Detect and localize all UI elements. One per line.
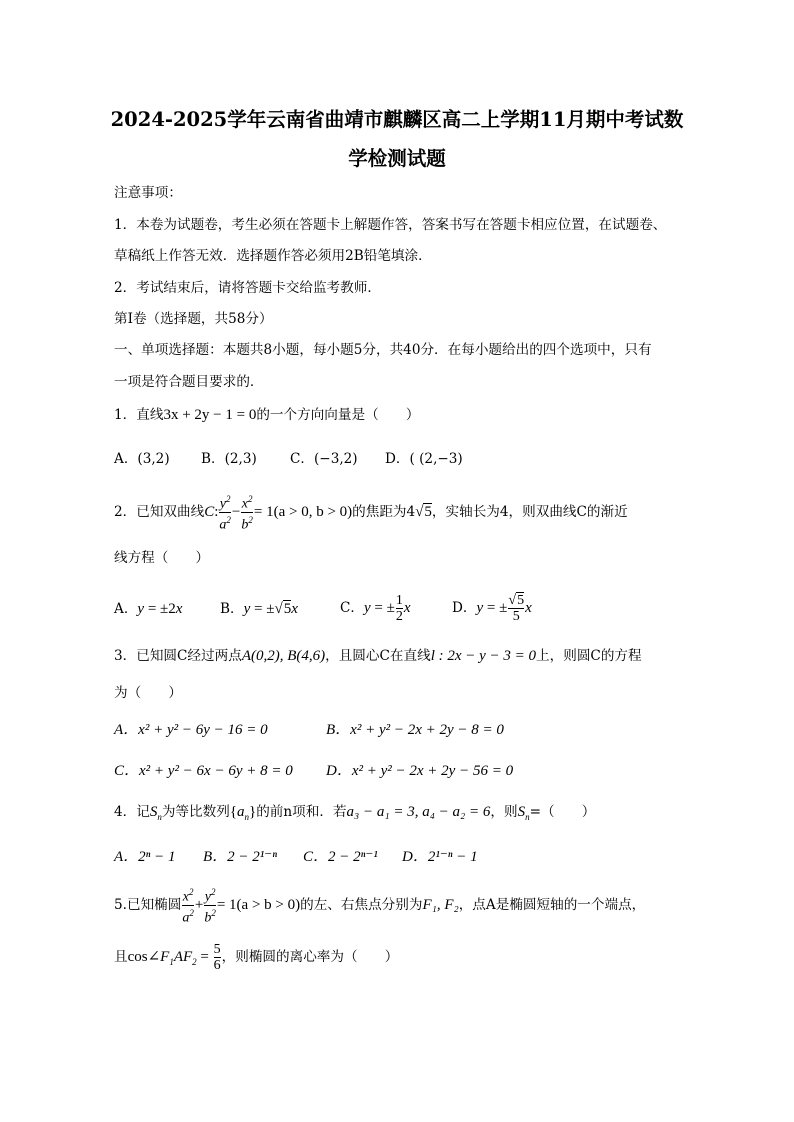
notes-heading: 注意事项： (114, 185, 182, 201)
q1-option-a: A．(3,2) (114, 451, 170, 467)
notes-item1-line1: 1．本卷为试题卷，考生必须在答题卡上解题作答，答案书写在答题卡相应位置，在试题卷、 (114, 217, 667, 233)
question-5: 5.已知椭圆 $\frac{x^2}{a^2}$ + $\frac{y^2}{b^2}$ = 1(a > b > 0)的左、右焦点分别为F₁, F₂，点A是椭圆短轴的一个端点， (114, 887, 646, 926)
q4-option-d: D．2¹⁻ⁿ − 1 (402, 849, 478, 865)
part-heading: 第Ⅰ卷（选择题，共58分） (114, 311, 273, 327)
question-4: 4．记$S_n$为等比数列$\{a_n\}$的前n项和．若a₃ − a₁ = 3, a₄ − a₂ = 6，则$S_n=$（ ） (114, 804, 596, 822)
q2-option-c: C．y = ± $\frac{1}{2}$ x (340, 593, 411, 624)
notes-item1-line2: 草稿纸上作答无效．选择题作答必须用2B铅笔填涂． (114, 248, 432, 264)
q3-option-a: A．x² + y² − 6y − 16 = 0 (114, 722, 268, 738)
q2-prefix: 2．已知双曲线 (114, 504, 205, 520)
notes-item2: 2．考试结束后，请将答题卡交给监考教师． (114, 280, 381, 296)
q1-option-d: D．( (2,−3) (385, 451, 463, 467)
q5-line2: 且$\cos\angle F_1AF_2$ = $\frac{5}{6}$ ，则椭圆的离心率为（ ） (114, 942, 399, 973)
q2-focal-text: 的焦距为4 (352, 504, 416, 520)
q2-option-a: A．y = ±2x (114, 601, 183, 617)
question-3: 3．已知圆C经过两点A(0,2), B(4,6)，且圆心C在直线l : 2x − y − 3 = 0上，则圆C的方程 (114, 648, 642, 664)
section-instructions-line1: 一、单项选择题：本题共8小题，每小题5分，共40分．在每小题给出的四个选项中，只有 (114, 342, 652, 358)
q5-foci: F₁, F₂ (422, 897, 459, 913)
q5-condition: = 1(a > b > 0) (216, 897, 301, 913)
q1-suffix: 的一个方向向量是（ ） (256, 407, 420, 423)
q1-expression: 3x + 2y − 1 = 0 (163, 407, 257, 423)
q2-option-d: D．y = ± $\frac{√5}{5}$ x (452, 593, 532, 624)
q3-line: l : 2x − y − 3 = 0 (430, 648, 537, 664)
question-2: 2．已知双曲线C: $\frac{y^2}{a^2}$ − $\frac{x^2}{b^2}$ = 1(a > 0, b > 0)的焦距为4√5，实轴长为4，则双曲线C的渐近 (114, 494, 628, 533)
q3-line2: 为（ ） (114, 685, 182, 701)
question-1 (114, 405, 419, 425)
q3-option-d: D．x² + y² − 2x + 2y − 56 = 0 (326, 763, 514, 779)
document-title-line2: 学检测试题 (348, 147, 446, 170)
q3-option-c: C．x² + y² − 6x − 6y + 8 = 0 (114, 763, 293, 779)
q2-condition: = 1(a > 0, b > 0) (253, 504, 353, 520)
section-instructions-line2: 一项是符合题目要求的． (114, 374, 264, 390)
q4-option-b: B．2 − 2¹⁻ⁿ (203, 849, 277, 865)
q1-option-c: C．(−3,2) (290, 451, 358, 467)
q2-line2: 线方程（ ） (114, 550, 210, 566)
q4-option-a: A．2ⁿ − 1 (114, 849, 176, 865)
document-title-line1: 2024-2025学年云南省曲靖市麒麟区高二上学期11月期中考试数 (110, 108, 684, 131)
q4-option-c: C．2 − 2ⁿ⁻¹ (303, 849, 378, 865)
q1-option-b: B．(2,3) (201, 451, 257, 467)
q2-option-b: B．y = ±√5x (220, 601, 298, 617)
q2-rest: ，实轴长为4，则双曲线C的渐近 (431, 504, 628, 520)
q3-option-b: B．x² + y² − 2x + 2y − 8 = 0 (326, 722, 504, 738)
q2-fraction-x: $\frac{x^2}{b^2}$ (241, 494, 253, 533)
q3-points: A(0,2), B(4,6) (241, 648, 326, 664)
q2-fraction-y: $\frac{y^2}{a^2}$ (219, 494, 231, 533)
q1-prefix: 1．直线 (114, 407, 164, 423)
q4-condition: a₃ − a₁ = 3, a₄ − a₂ = 6 (346, 804, 491, 820)
